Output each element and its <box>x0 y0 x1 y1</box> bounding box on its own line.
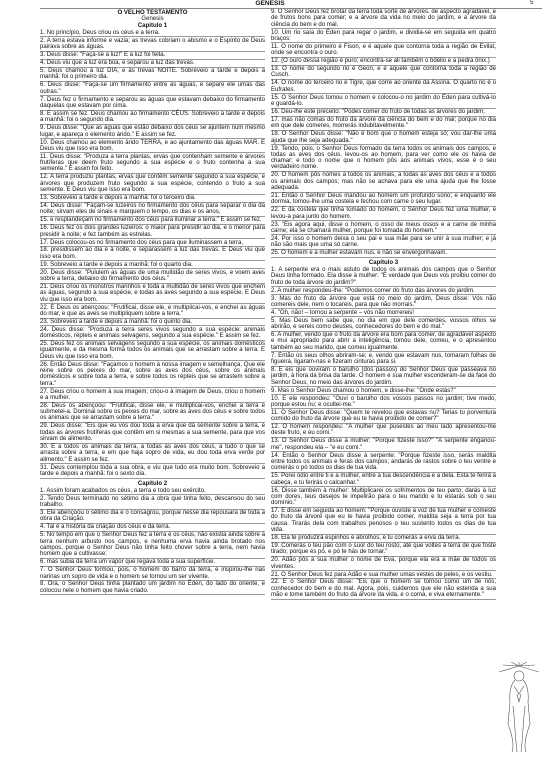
chapter-3-verses <box>271 267 496 600</box>
praying-figure-icon <box>497 662 542 752</box>
verse: 7. Então os seus olhos abriram-se; e, vendo que estavam nus, tomaram folhas de figueira, ligaram-nas e fizeram cinturas para si. <box>271 352 496 365</box>
verse: 1. A serpente era o mais astuto de todos os animais dos campos que o Senhor Deus tinha formado. Ela disse à mulher: "É verdade que Deus vos proibiu comer do fruto de toda árvore do jardim?" <box>271 266 496 286</box>
verse: 10. Um rio saía do Éden para regar o jardim, e dividia-se em seguida em quatro braços: <box>271 29 496 42</box>
verse: 27. Deus criou o homem à sua imagem; criou-o à imagem de Deus, criou o homem e a mulher. <box>40 388 265 401</box>
verse: 9. O Senhor Deus fez brotar da terra toda sorte de árvores, de aspecto agradável, e de frutos bons para comer; e a árvore da vida no meio do jardim, e a árvore da ciência do bem e do mal. <box>271 9 496 28</box>
verse: 3. Ele abençoou o sétimo dia e o consagrou, porque nesse dia repousara de toda a obra da Criação. <box>40 510 265 523</box>
verse: 15. Porei ódio entre ti e a mulher, entre a tua descendência e a dela. Esta te ferirá a cabeça, e tu ferirás o calcanhar." <box>271 473 496 486</box>
verse: 29. Deus disse: "Eis que eu vos dou toda a erva que dá semente sobre a terra, e todas as árvores frutíferas que contêm em si mesmas a sua semente, para que vos sirvam de alimento. <box>40 423 265 443</box>
verse: 4. Deus viu que a luz era boa, e separou a luz das trevas. <box>40 60 265 68</box>
verse: 22. E o Senhor Deus disse: "Eis que o homem se tornou como um de nós, conhecedor do bem e do mal. Agora, pois, cuidemos que ele não estenda a sua mão e tome também do fruto da árvore da vida, e o coma, e viva eternamente." <box>271 579 496 599</box>
verse: 18. presidissem ao dia e à noite, e separassem a luz das trevas. E Deus viu que isso era bom. <box>40 247 265 260</box>
verse: 13. O nome do segundo rio é Geon, e é aquele que contorna toda a região de Cusch. <box>271 66 496 79</box>
verse: 5. Mas Deus bem sabe que, no dia em que dele comerdes, vossos olhos se abrirão, e sereis como deuses, conhecedores do bem e do mal." <box>271 317 496 331</box>
verse: 19. Comerás o teu pão com o suor do teu rosto, até que voltes à terra de que foste tirado; porque és pó, e pó te hás de tornar." <box>271 542 496 556</box>
running-header <box>0 0 542 9</box>
verse: 21. Então o Senhor Deus mandou ao homem um profundo sono; e enquanto ele dormia, tomou-lhe uma costela e fechou com carne o seu lugar. <box>271 192 496 206</box>
verse: 19. Tendo, pois, o Senhor Deus formado da terra todos os animais dos campos, e todas as aves dos céus, levou-os ao homem, para ver como ele os havia de chamar; e todo o nome que o homem pôs aos animais vivos, esse é o seu verdadeiro nome. <box>271 145 496 171</box>
verse: 9. Deus disse: "Que as águas que estão debaixo dos céus se ajuntem num mesmo lugar, e apareça o elemento árido." E assim se fez. <box>40 125 265 138</box>
verse: 18. Ela te produzirá espinhos e abrolhos, e tu comerás a erva da terra. <box>271 535 496 543</box>
verse: 3. Deus disse: "Faça-se a luz!" E a luz foi feita. <box>40 52 265 60</box>
verse: 2. A terra estava informe e vazia; as trevas cobriam o abismo e o Espírito de Deus pairava sobre as águas. <box>40 37 265 51</box>
verse: 23. Sobreveio a tarde e depois a manhã: foi o quinto dia. <box>40 319 265 327</box>
verse: 3. Mas do fruto da árvore que está no meio do jardim, Deus disse: Vós não comereis dele, nem o tocareis, para que não morrais." <box>271 295 496 308</box>
verse: 21. Deus criou os monstros marinhos e toda a multidão de seres vivos que enchem as águas, segundo a sua espécie, e todas as aves segundo a sua espécie. E Deus viu que isso era bom. <box>40 284 265 303</box>
verse: 10. E ele respondeu: "Ouvi o barulho dos vossos passos no jardim; tive medo, porque estou nu; e ocultei-me." <box>271 395 496 408</box>
verse: 18. O Senhor Deus disse: "Não é bom que o homem esteja só; vou dar-lhe uma ajuda que lhe seja adequada." <box>271 131 496 144</box>
verse: 14. Deus disse: "Façam-se luzeiros no firmamento dos céus para separar o dia da noite; sirvam eles de sinais e marquem o tempo, os dias e os anos, <box>40 202 265 216</box>
verse: 31. Deus contemplou toda a sua obra, e viu que tudo era muito bom. Sobreveio a tarde e depois a manhã: foi o sexto dia. <box>40 464 265 477</box>
verse: 13. Sobreveio a tarde e depois a manhã: foi o terceiro dia. <box>40 195 265 203</box>
verse: 11. O nome do primeiro é Fison, e é aquele que contorna toda a região de Evilat, onde se encontra o ouro. <box>271 43 496 57</box>
verse: 20. Deus disse: "Pululem as águas de uma multidão de seres vivos, e voem aves sobre a terra, debaixo do firmamento dos céus." <box>40 269 265 283</box>
verse: 20. Adão pôs a sua mulher o nome de Eva, porque ela era a mãe de todos os viventes. <box>271 557 496 570</box>
verse: 17. mas não comas do fruto da árvore da ciência do bem e do mal; porque no dia em que dele comeres, morrerás indubitavelmente." <box>271 116 496 130</box>
verse: 10. Deus chamou ao elemento árido TERRA, e ao ajuntamento das águas MAR. E Deus viu que isso era bom. <box>40 139 265 152</box>
verse: 8. E assim se fez. Deus chamou ao firmamento CÉUS. Sobreveio a tarde e depois a manhã: foi o segundo dia. <box>40 110 265 124</box>
running-title: GENESIS <box>255 0 285 7</box>
verse: 30. E a todos os animais da terra, a todas as aves dos céus, a tudo o que se arrasta sobre a terra, e em que haja sopro de vida, eu dou toda erva verde por alimento." E assim se fez. <box>40 444 265 463</box>
verse: 7. O Senhor Deus formou, pois, o homem do barro da terra, e inspirou-lhe nas narinas um sopro de vida e o homem se tornou um ser vivente. <box>40 567 265 580</box>
verse: 19. Sobreveio a tarde e depois a manhã: foi o quarto dia. <box>40 262 265 270</box>
verse: 16. Deus fez os dois grandes luzeiros: o maior para presidir ao dia, e o menor para presidir à noite; e fez também as estrelas. <box>40 225 265 238</box>
verse: 7. Deus fez o firmamento e separou as águas que estavam debaixo do firmamento daquelas que estavam por cima. <box>40 96 265 109</box>
verse: 5. Deus chamou à luz DIA, e às trevas NOITE. Sobreveio a tarde e depois a manhã: foi o primeiro dia. <box>40 68 265 81</box>
verse: 22. E da costela que tinha tomado do homem, o Senhor Deus fez uma mulher, e levou-a para junto do homem. <box>271 207 496 220</box>
chapter-1-verses <box>40 30 265 479</box>
verse: 8. Ora, o Senhor Deus tinha plantado um jardim no Éden, do lado do oriente, e colocou nele o homem que havia criado. <box>40 581 265 594</box>
verse: 13. O Senhor Deus disse à mulher: "Porque fizeste isso?" "A serpente enganou-me", respondeu ela – "e eu comi." <box>271 438 496 451</box>
chapter-heading: Capitulo 1 <box>137 23 168 30</box>
verse: 11. O Senhor Deus disse: "Quem te revelou que estavas nu? Terias tu porventura comido do fruto da árvore que eu te havia proibido de comer?" <box>271 409 496 423</box>
verse: 26. Então Deus disse: "Façamos o homem à nossa imagem e semelhança. Que ele reine sobre os peixes do mar, sobre as aves dos céus, sobre os animais domésticos e sobre toda a terra, e sobre todos os répteis que se arrastem sobre a terra." <box>40 361 265 387</box>
verse: 16. Deu-lhe este preceito: "Podes comer do fruto de todas as árvores do jardim; <box>271 109 496 117</box>
verse: 1. Assim foram acabados os céus, a terra e todo seu exército. <box>40 488 265 496</box>
verse: 6. A mulher, vendo que o fruto da árvore era bom para comer, de agradável aspecto e mui apropriado para abrir a inteligência, tomou dele, comeu, e o apresentou também ao seu marido, que comeu igualmente. <box>271 332 496 351</box>
chapter-heading: Capítulo 2 <box>137 480 168 487</box>
verse: 23. "Eis agora aqui, disse o homem, o osso de meus ossos e a carne de minha carne; ela se chamará mulher, porque foi tomada do homem." <box>271 221 496 234</box>
verse: 24. Deus disse: "Produza a terra seres vivos segundo a sua espécie: animais domésticos, répteis e animais selvagens, segundo a sua espécie." E assim se fez. <box>40 326 265 340</box>
verse: 25. O homem e a mulher estavam nus, e não se envergonhavam. <box>271 250 496 258</box>
verse: 6. mas subia da terra um vapor que regava toda a sua superfície. <box>40 559 265 567</box>
chapter-2-verses-continued <box>271 9 496 258</box>
verse: 2. Tendo Deus terminado no sétimo dia a obra que tinha feito, descansou do seu trabalho. <box>40 495 265 509</box>
verse: 17. E disse em seguida ao homem: "Porque ouviste a voz de tua mulher e comeste do fruto da árvore que eu te havia proibido comer, maldita seja a terra por tua causa. Tirarás dela com trabalhos penosos o teu sustento todos os dias de tua vida. <box>271 508 496 533</box>
chapter-2-verses <box>40 488 265 596</box>
verse: 11. Deus disse: "Produza a terra plantas, ervas que contenham semente e árvores frutíferas que deem fruto segundo a sua espécie e o fruto contenha a sua semente." E assim foi feito. <box>40 153 265 173</box>
verse: 25. Deus fez os animais selvagens segundo a sua espécie, os animais domésticos igualmente, e da mesma forma todos os animais que se arrastam sobre a terra. E Deus viu que isso era bom. <box>40 341 265 360</box>
verse: 2. A mulher respondeu-lhe: "Podemos comer do fruto das árvores do jardim. <box>271 288 496 296</box>
verse: 17. Deus colocou-os no firmamento dos céus para que iluminassem a terra, <box>40 240 265 248</box>
verse: 9. Mas o Senhor Deus chamou o homem, e disse-lhe: "Onde estás?" <box>271 388 496 396</box>
verse: 15. O Senhor Deus tomou o homem e colocou-o no jardim do Éden para cultivá-lo e guardá-lo. <box>271 94 496 107</box>
verse: 12. O homem respondeu: "A mulher que pusestes ao meu lado apresentou-me deste fruto, e eu comi." <box>271 424 496 437</box>
verse: 1. No princípio, Deus criou os céus e a terra. <box>40 30 265 38</box>
verse: 14. Então o Senhor Deus disse à serpente: "Porque fizeste isso, serás maldita entre todos os animais e feras dos campos; andarás de rastos sobre o teu ventre e comerás o pó todos os dias de tua vida. <box>271 452 496 472</box>
verse: 15. e resplandeçam no firmamento dos céus para iluminar a terra." E assim se fez. <box>40 217 265 225</box>
verse: 24. Por isso o homem deixa o seu pai e sua mãe para se unir à sua mulher; e já não são mais que uma só carne. <box>271 235 496 249</box>
verse: 21. O Senhor Deus fez para Adão e sua mulher umas vestes de peles, e os vestiu. <box>271 572 496 580</box>
chapter-heading: Capítulo 3 <box>368 259 399 266</box>
right-column <box>271 9 496 750</box>
verse: 8. E eis que ouviram o barulho (dos passos) do Senhor Deus que passeava no jardim, à hora da brisa da tarde. O homem e sua mulher esconderam-se da face do Senhor Deus, no meio das árvores do jardim. <box>271 366 496 386</box>
verse: 16. Disse também à mulher: Multiplicarei os sofrimentos de teu parto; darás à luz com dores, teus desejos te impelirão para o teu marido e tu estarás sob o seu domínio." <box>271 487 496 507</box>
verse: 5. No tempo em que o Senhor Deus fez a terra e os céus, não existia ainda sobre a terra nenhum arbusto nos campos, e nenhuma erva havia ainda brotado nos campos, porque o Senhor Deus não tinha feito chover sobre a terra, nem havia homem que a cultivasse; <box>40 532 265 558</box>
left-column <box>40 9 265 750</box>
verse: 20. O homem pôs nomes a todos os animais, a todas as aves dos céus e a todos os animais dos campos; mas não se achava para ele uma ajuda que lhe fosse adequada. <box>271 172 496 191</box>
verse: 14. O nome do terceiro rio é Tigre, que corre ao oriente da Assíria. O quarto rio é o Eufrates. <box>271 80 496 93</box>
book-title: O VELHO TESTAMENTO <box>117 9 188 16</box>
book-name: Genesis <box>141 16 164 23</box>
verse: 12. (O ouro dessa região é puro; encontra-se ali também o bdélio e a pedra ônix.) <box>271 58 496 66</box>
verse: 28. Deus os abençoou: "Frutificai, disse ele, e multiplicai-vos, enchei a terra e submetei-a. Dominai sobre os peixes do mar, sobre as aves dos céus e sobre todos os animais que se arrastam sobre a terra." <box>40 402 265 422</box>
verse: 6. Deus disse: "Faça-se um firmamento entre as águas, e separe ele umas das outras." <box>40 82 265 95</box>
verse: 4. Tal é a história da criação dos céus e da terra. <box>40 524 265 532</box>
verse: 12. A terra produziu plantas, ervas que contêm semente segundo a sua espécie, e árvores que produzem fruto segundo a sua espécie, contendo o fruto a sua semente. E Deus viu que isso era bom. <box>40 174 265 193</box>
page-marker: 5 <box>530 0 534 6</box>
verse: 4. "Oh, não! – tornou a serpente – vós não morrereis! <box>271 310 496 318</box>
verse: 22. E Deus os abençoou: "Frutificai, disse ele, e multiplicai-vos, e enchei as águas do mar, e que as aves se multipliquem sobre a terra." <box>40 304 265 317</box>
